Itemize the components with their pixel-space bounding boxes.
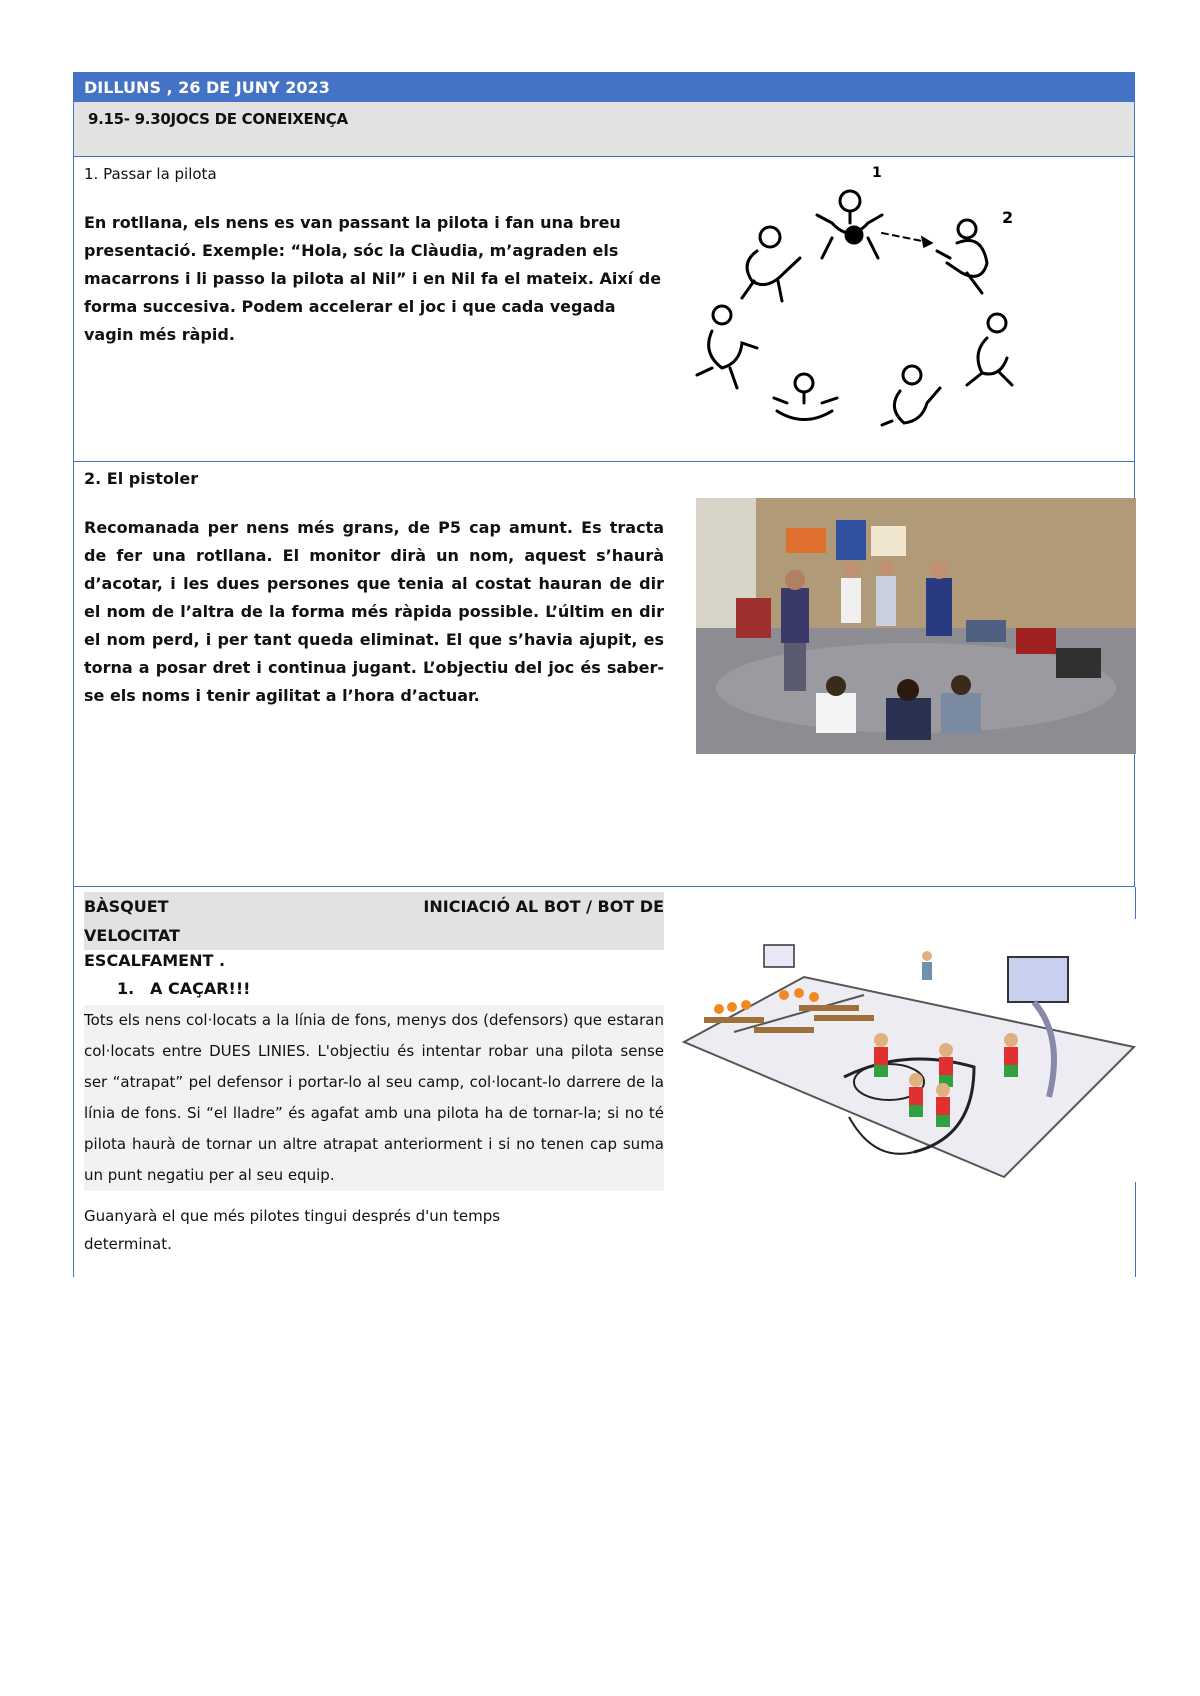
circle-pass-illustration (682, 163, 1012, 435)
game2-title: 2. El pistoler (84, 469, 199, 488)
item-number: 1. (117, 979, 135, 998)
item-title: A CAÇAR!!! (150, 979, 251, 998)
figure-label-2: 2 (1002, 208, 1014, 227)
game1-text: En rotllana, els nens es van passant la pilota i fan una breu presentació. Exemple: “Hola, sóc la Clàudia, m’agraden els macarrons i li passo la pilota al Nil” i en Nil fa el mateix. Així de forma succesiva. Podem accelerar el joc i que cada vegada vagin més ràpid. (84, 213, 662, 344)
game-rules: Tots els nens col·locats a la línia de fons, menys dos (defensors) que estaran col·locats entre DUES LINIES. L'objectiu és intentar robar una pilota sense ser “atrapat” pel defensor i portar-lo al seu camp, col·locant-lo darrere de la línia de fons. Si “el lladre” és agafat amb una pilota ha de tornar-la; si no té pilota haurà de tornar un altre atrapat anteriorment i si no tenen cap suma un punt negatiu per al seu equip. (84, 1005, 664, 1191)
winner-line1: Guanyarà el que més pilotes tingui després d'un temps (84, 1207, 501, 1225)
basquet-line2: VELOCITAT (84, 926, 180, 945)
time-title: 9.15- 9.30JOCS DE CONEIXENÇA (73, 102, 1135, 157)
game2-text: Recomanada per nens més grans, de P5 cap amunt. Es tracta de fer una rotllana. El monitor dirà un nom, aquest s’haurà d’acotar, i les dues persones que tenia al costat hauran de dir el nom de l’altra de la forma més ràpida possible. L’últim en dir el nom perd, i per tant queda eliminat. El que s’havia ajupit, es torna a posar dret i continua jugant. L’objectiu del joc és saber-se els noms i tenir agilitat a l’hora d’actuar. (84, 518, 664, 705)
basketball-court-illustration (674, 937, 1134, 1182)
date-header: DILLUNS , 26 DE JUNY 2023 (73, 72, 1135, 102)
basquet-section (73, 887, 1136, 1277)
game1-title: 1. Passar la pilota (84, 165, 217, 183)
winner-line2: determinat. (84, 1235, 172, 1253)
basquet-right-title: INICIACIÓ AL BOT / BOT DE (423, 897, 664, 916)
basquet-left-title: BÀSQUET (84, 897, 169, 916)
figure-label-1: 1 (872, 165, 882, 181)
basquet-heading (84, 892, 664, 950)
game1-cell (73, 157, 1135, 462)
children-circle-photo (696, 498, 1136, 754)
game2-cell (73, 462, 1135, 887)
warmup-title: ESCALFAMENT . (84, 951, 226, 970)
